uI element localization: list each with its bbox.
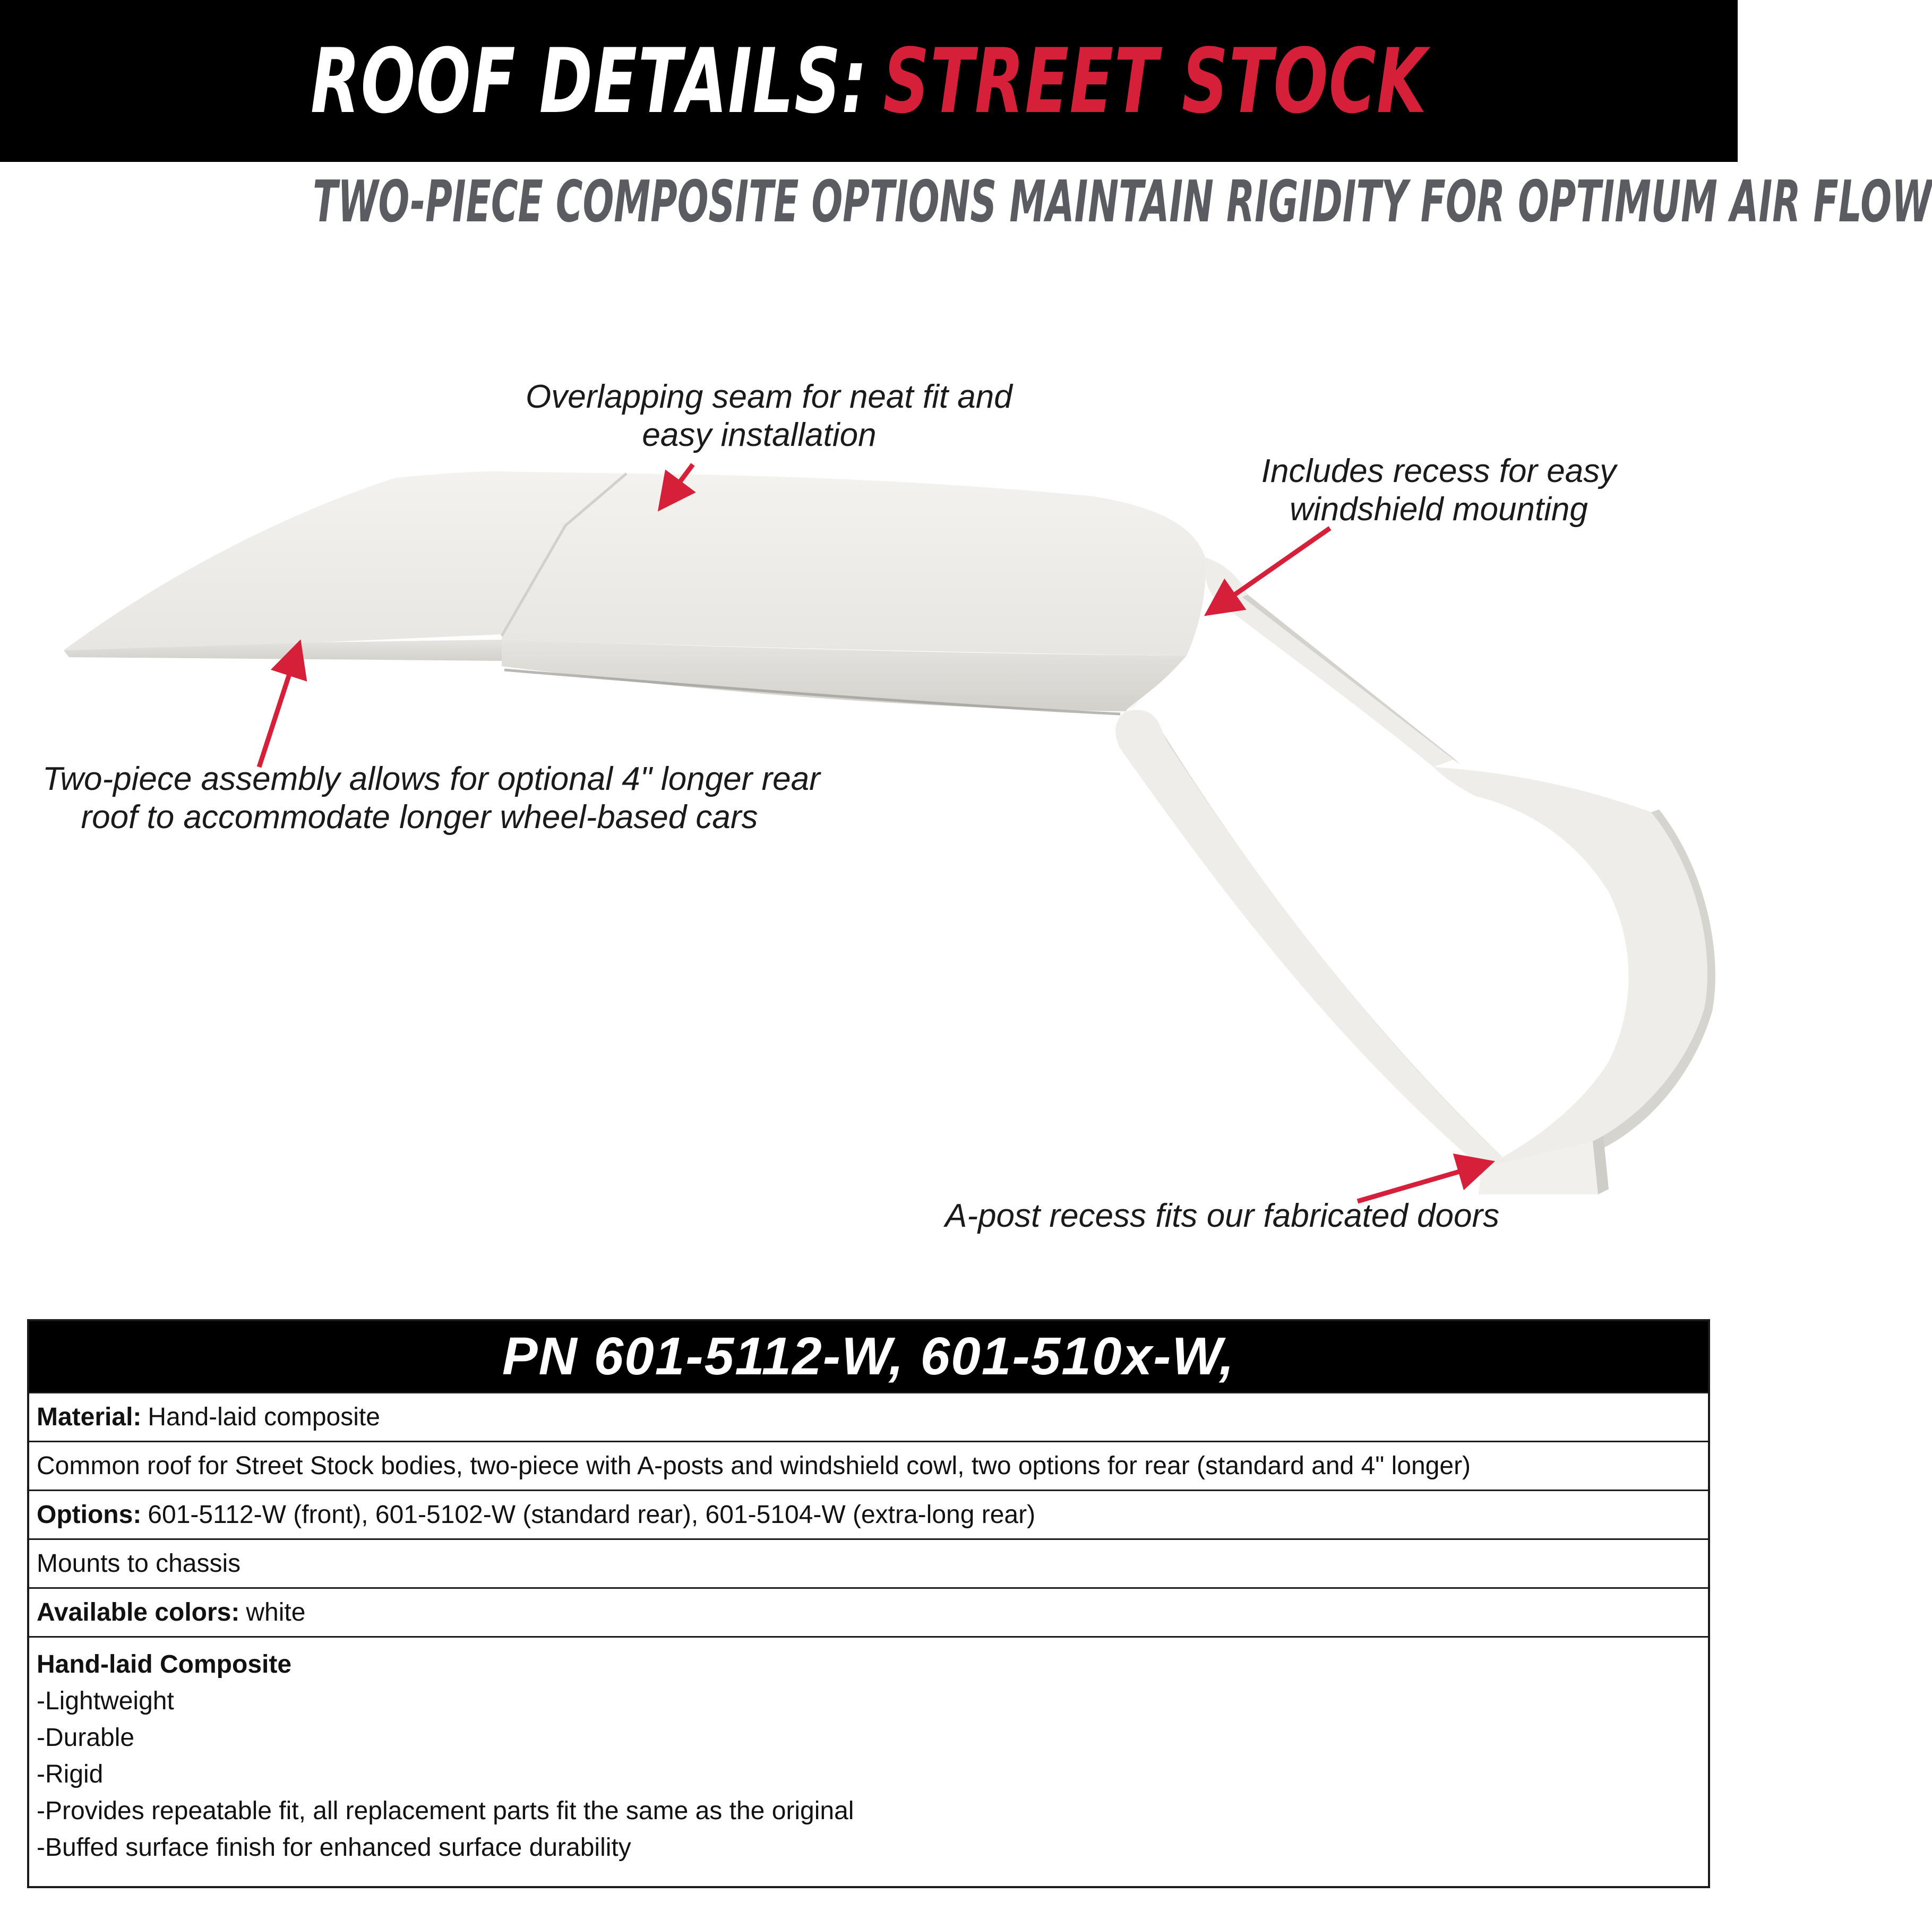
spec-value: Mounts to chassis: [37, 1550, 241, 1578]
spec-value: white: [246, 1598, 306, 1626]
callout-apost: [945, 1197, 1500, 1235]
composite-item: -Durable: [37, 1724, 135, 1752]
callout-seam: [526, 378, 1012, 454]
callout-apost-line: A-post recess fits our fabricated doors: [945, 1198, 1500, 1234]
callout-seam-line: Overlapping seam for neat fit and: [526, 378, 1012, 415]
spec-value: Hand-laid composite: [148, 1403, 380, 1431]
spec-label: Available colors:: [37, 1598, 240, 1626]
page-title: [311, 29, 1427, 133]
part-numbers-bar: PN 601-5112-W, 601-510x-W,: [29, 1321, 1708, 1392]
composite-item: -Lightweight: [37, 1687, 174, 1715]
callout-assembly-line: roof to accommodate longer wheel-based cars: [81, 799, 758, 836]
a-post-shade: [1163, 733, 1508, 1163]
arrow-apost: [1358, 1165, 1481, 1201]
spec-row-mounting: [29, 1538, 1708, 1587]
composite-heading: Hand-laid Composite: [37, 1650, 292, 1678]
callout-assembly-line: Two-piece assembly allows for optional 4" longer rear: [42, 761, 820, 797]
composite-item: -Buffed surface finish for enhanced surface durability: [37, 1833, 631, 1862]
front-roof-panel: [502, 474, 1206, 656]
title-main: ROOF DETAILS:: [310, 29, 868, 133]
spec-row-material: [29, 1392, 1708, 1441]
windshield-strip-shade: [1242, 595, 1460, 764]
arrow-assembly: [259, 653, 296, 767]
subtitle: TWO-PIECE COMPOSITE OPTIONS MAINTAIN RIGIDITY FOR OPTIMUM AIR FLOW: [313, 169, 1932, 235]
arrow-windshield: [1216, 528, 1330, 608]
title-accent: STREET STOCK: [883, 29, 1428, 133]
composite-item: -Rigid: [37, 1760, 104, 1788]
spec-row-description: [29, 1441, 1708, 1490]
spec-label: Options:: [37, 1501, 142, 1529]
callout-windshield: [1221, 452, 1656, 529]
callout-windshield-line: Includes recess for easy: [1261, 453, 1617, 489]
composite-item: -Provides repeatable fit, all replacement parts fit the same as the original: [37, 1797, 854, 1825]
spec-row-composite: [29, 1636, 1708, 1866]
callout-windshield-line: windshield mounting: [1290, 491, 1588, 528]
spec-value: 601-5112-W (front), 601-5102-W (standard rear), 601-5104-W (extra-long rear): [148, 1501, 1036, 1529]
spec-row-options: [29, 1490, 1708, 1538]
callout-seam-line: easy installation: [642, 417, 877, 453]
callout-assembly: [42, 760, 820, 837]
spec-row-colors: [29, 1587, 1708, 1636]
spec-label: Material:: [37, 1403, 142, 1431]
spec-table: [27, 1319, 1710, 1888]
spec-value: Common roof for Street Stock bodies, two-piece with A-posts and windshield cowl, two options for rear (standard and 4" longer): [37, 1452, 1471, 1480]
header-banner: [0, 0, 1738, 162]
